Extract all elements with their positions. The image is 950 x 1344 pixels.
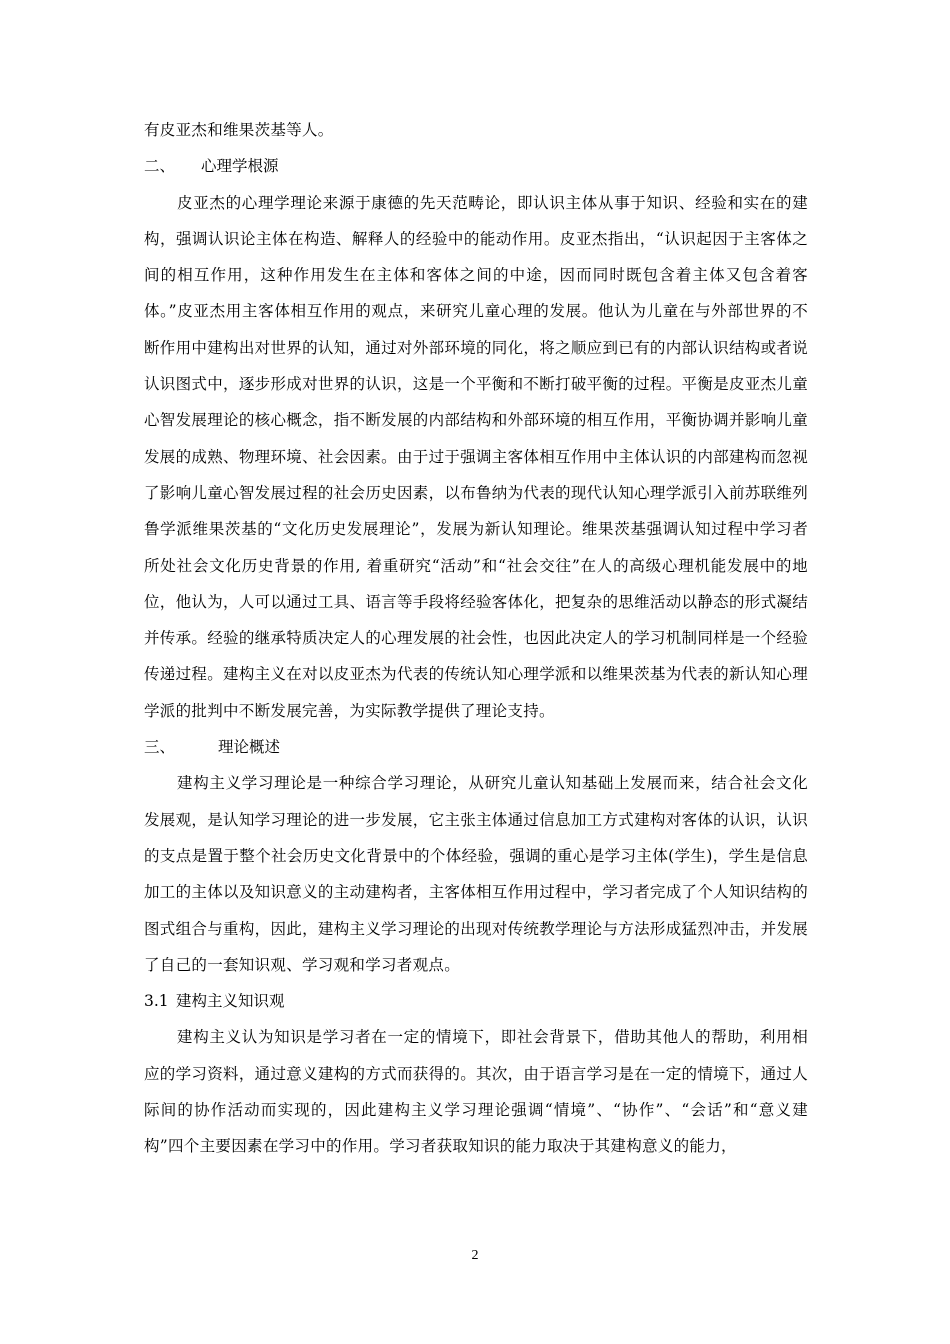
paragraph-theory-overview: 建构主义学习理论是一种综合学习理论，从研究儿童认知基础上发展而来，结合社会文化发展观，是认知学习理论的进一步发展，它主张主体通过信息加工方式建构对客体的认识，认识的支点是置于整个社会历史文化背景中的个体经验，强调的重心是学习主体(学生)，学生是信息加工的主体以及知识意义的主动建构者，主客体相互作用过程中，学习者完成了个人知识结构的图式组合与重构，因此，建构主义学习理论的出现对传统教学理论与方法形成猛烈冲击，并发展了自己的一套知识观、学习观和学习者观点。 <box>144 774 808 974</box>
paragraph-continuation: 有皮亚杰和维果茨基等人。 <box>144 121 334 139</box>
section-heading-2 <box>144 148 808 184</box>
paragraph-psychology-roots: 皮亚杰的心理学理论来源于康德的先天范畴论，即认识主体从事于知识、经验和实在的建构，强调认识论主体在构造、解释人的经验中的能动作用。皮亚杰指出，“认识起因于主客体之间的相互作用，这种作用发生在主体和客体之间的中途，因而同时既包含着主体又包含着客体。”皮亚杰用主客体相互作用的观点，来研究儿童心理的发展。他认为儿童在与外部世界的不断作用中建构出对世界的认知，通过对外部环境的同化，将之顺应到已有的内部认识结构或者说认识图式中，逐步形成对世界的认识，这是一个平衡和不断打破平衡的过程。平衡是皮亚杰儿童心智发展理论的核心概念，指不断发展的内部结构和外部环境的相互作用，平衡协调并影响儿童发展的成熟、物理环境、社会因素。由于过于强调主客体相互作用中主体认识的内部建构而忽视了影响儿童心智发展过程的社会历史因素，以布鲁纳为代表的现代认知心理学派引入前苏联维列鲁学派维果茨基的“文化历史发展理论”，发展为新认知理论。维果茨基强调认知过程中学习者所处社会文化历史背景的作用, 着重研究“活动”和“社会交往”在人的高级心理机能发展中的地位，他认为，人可以通过工具、语言等手段将经验客体化，把复杂的思维活动以静态的形式凝结并传承。经验的继承特质决定人的心理发展的社会性，也因此决定人的学习机制同样是一个经验传递过程。建构主义在对以皮亚杰为代表的传统认知心理学派和以维果茨基为代表的新认知心理学派的批判中不断发展完善，为实际教学提供了理论支持。 <box>144 193 808 720</box>
section-title: 心理学根源 <box>201 157 279 176</box>
subsection-title: 建构主义知识观 <box>176 992 285 1011</box>
subsection-heading-3-1 <box>144 983 808 1019</box>
paragraph-knowledge-view: 建构主义认为知识是学习者在一定的情境下，即社会背景下，借助其他人的帮助，利用相应的学习资料，通过意义建构的方式而获得的。其次，由于语言学习是在一定的情境下，通过人际间的协作活动而实现的，因此建构主义学习理论强调“情境”、“协作”、“会话”和“意义建构”四个主要因素在学习中的作用。学习者获取知识的能力取决于其建构意义的能力， <box>144 1028 808 1156</box>
section-heading-3 <box>144 729 808 765</box>
page-body <box>144 112 808 1165</box>
section-title: 理论概述 <box>218 738 281 757</box>
subsection-number: 3.1 <box>144 992 169 1011</box>
page-number: 2 <box>471 1248 479 1263</box>
section-number: 二、 <box>144 157 176 176</box>
section-number: 三、 <box>144 738 176 757</box>
